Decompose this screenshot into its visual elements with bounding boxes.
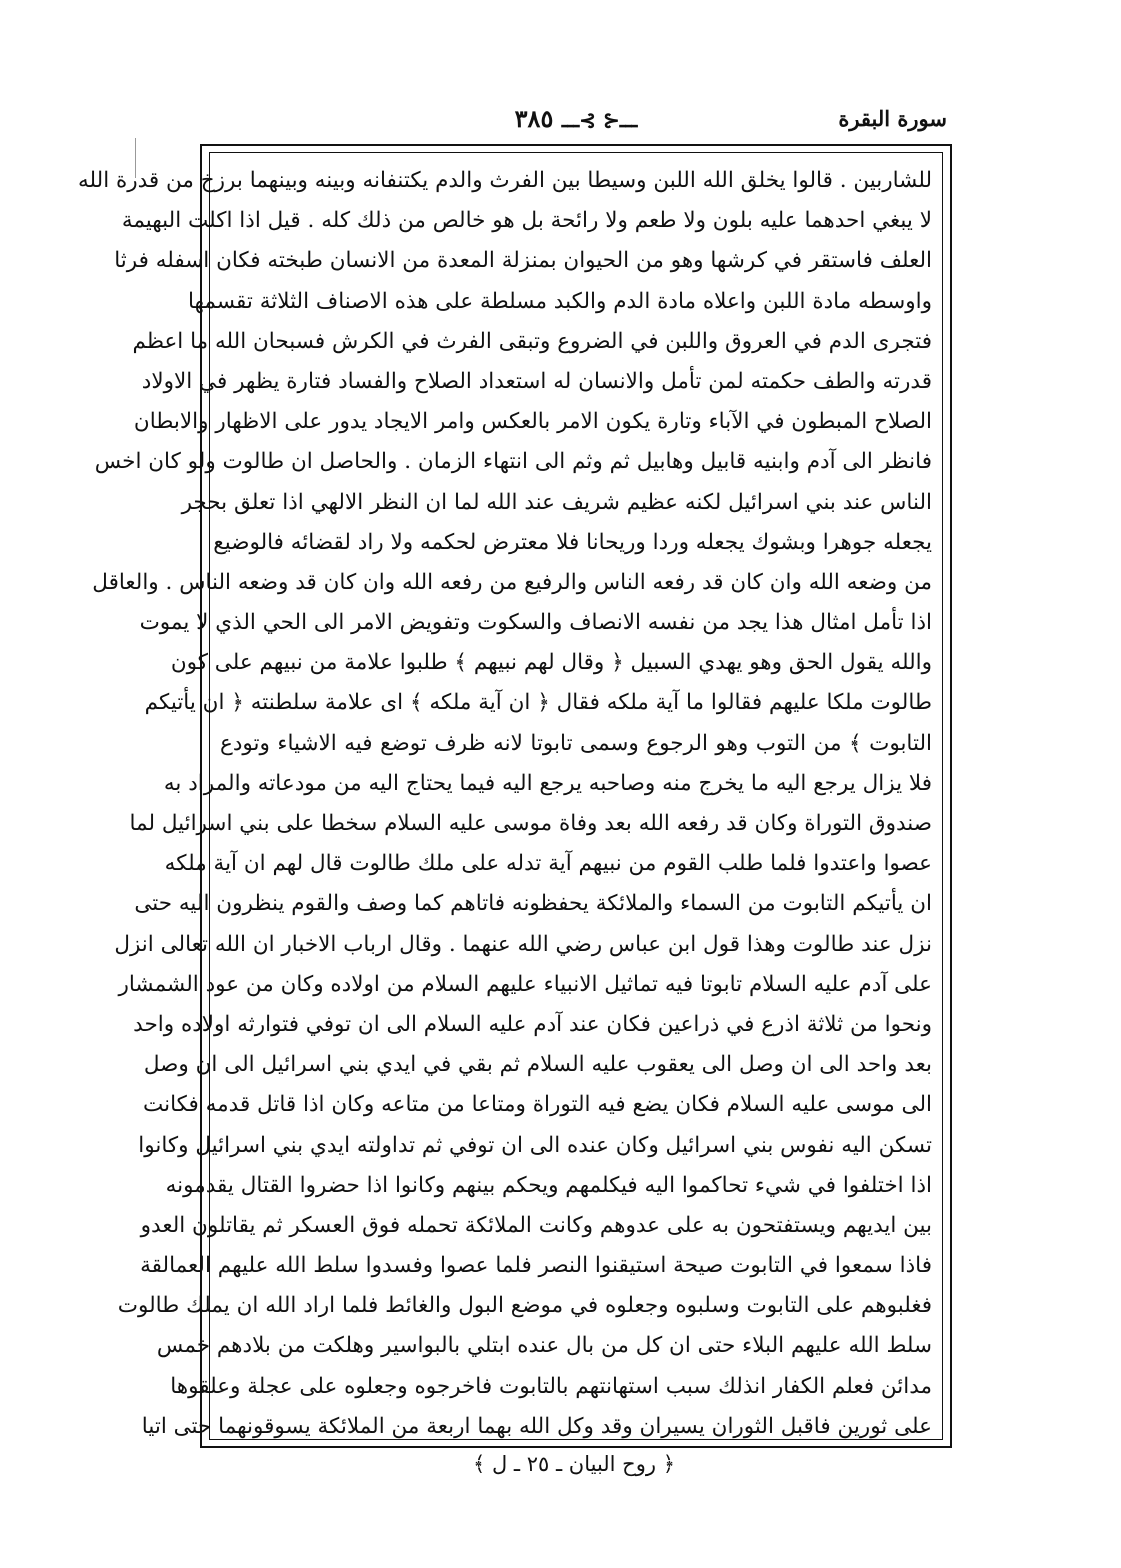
text-line: فغلبوهم على التابوت وسلبوه وجعلوه في موضع البول والغائط فلما اراد الله ان يملك طالوت: [117, 1293, 932, 1319]
text-line: فتجرى الدم في العروق واللبن في الضروع وتبقى الفرث في الكرش فسبحان الله ما اعظم: [132, 328, 932, 354]
text-line: بعد واحد الى ان وصل الى يعقوب عليه السلام ثم بقي في ايدي بني اسرائيل الى ان وصل: [143, 1052, 932, 1078]
surah-name: سورة البقرة: [838, 106, 947, 131]
text-line: والله يقول الحق وهو يهدي السبيل ﴿ وقال لهم نبيهم ﴾ طلبوا علامة من نبيهم على كون: [170, 650, 932, 676]
text-line: العلف فاستقر في كرشها وهو من الحيوان بمنزلة المعدة من الانسان طبخته فكان اسفله فرثا: [114, 248, 932, 274]
text-frame: [78, 144, 952, 1448]
page-number-text: ٣٨٥: [514, 104, 554, 133]
header-ornament: ـــ⊰ ⊱ـــ: [561, 108, 638, 132]
text-line: الصلاح المبطون في الآباء وتارة يكون الامر بالعكس وامر الايجاد يدور على الاظهار والابطان: [133, 409, 932, 435]
text-line: صندوق التوراة وكان قد رفعه الله بعد وفاة موسى عليه السلام سخطا على بني اسرائيل لما: [129, 811, 932, 836]
text-line: اذا اختلفوا في شيء تحاكموا اليه فيكلمهم ويحكم بينهم وكانوا اذا حضروا القتال يقدمونه: [165, 1172, 932, 1198]
text-line: مدائن فعلم الكفار انذلك سبب استهانتهم بالتابوت فاخرجوه وجعلوه على عجلة وعلقوها: [170, 1373, 932, 1399]
text-line: على ثورين فاقبل الثوران يسيران وقد وكل الله بهما اربعة من الملائكة يسوقونهما حتى اتيا: [141, 1413, 932, 1439]
text-line: الى موسى عليه السلام فكان يضع فيه التوراة ومتاعا من متاعه وكان اذا قاتل قدمه فكانت: [142, 1092, 932, 1118]
text-line: يجعله جوهرا وبشوك يجعله وردا وريحانا فلا معترض لحكمه ولا راد لقضائه فالوضيع: [213, 529, 932, 555]
text-line: التابوت ﴾ من التوب وهو الرجوع وسمى تابوتا لانه ظرف توضع فيه الاشياء وتودع: [220, 730, 932, 756]
text-line: فانظر الى آدم وابنيه قابيل وهابيل ثم وثم الى انتهاء الزمان . والحاصل ان طالوت ولو كان اخس: [94, 449, 932, 475]
text-line: على آدم عليه السلام تابوتا فيه تماثيل الانبياء عليهم السلام من اولاده وكان من عود الشمشار: [118, 971, 932, 997]
footer-signature: ﴿ روح البيان ـ ٢٥ ـ ل ﴾: [472, 1452, 676, 1476]
page-header: [205, 102, 947, 146]
text-line: نزل عند طالوت وهذا قول ابن عباس رضي الله عنهما . وقال ارباب الاخبار ان الله تعالى انزل: [114, 931, 932, 957]
page-number: [205, 104, 947, 133]
text-line: بين ايديهم ويستفتحون به على عدوهم وكانت الملائكة تحمله فوق العسكر ثم يقاتلون العدو: [140, 1212, 932, 1238]
text-line: واوسطه مادة اللبن واعلاه مادة الدم والكبد مسلطة على هذه الاصناف الثلاثة تقسمها: [187, 288, 932, 314]
text-line: للشاربين . قالوا يخلق الله اللبن وسيطا بين الفرث والدم يكتنفانه وبينه وبينهما برزخ من قدرة الله: [78, 168, 932, 193]
text-line: ونحوا من ثلاثة اذرع في ذراعين فكان عند آدم عليه السلام الى ان توفي فتوارثه اولاده واحد: [133, 1011, 932, 1037]
text-line: تسكن اليه نفوس بني اسرائيل وكان عنده الى ان توفي ثم تداولته ايدي بني اسرائيل وكانوا: [138, 1132, 932, 1158]
text-frame-inner: [78, 152, 943, 1440]
text-line: من وضعه الله وان كان قد رفعه الناس والرفيع من رفعه الله وان كان قد وضعه الناس . والعاقل: [92, 569, 932, 595]
text-line: فاذا سمعوا في التابوت صيحة استيقنوا النصر فلما عصوا وفسدوا سلط الله عليهم العمالقة: [140, 1253, 932, 1279]
text-line: طالوت ملكا عليهم فقالوا ما آية ملكه فقال ﴿ ان آية ملكه ﴾ اى علامة سلطنته ﴿ ان يأتيكم: [144, 690, 932, 716]
text-line: اذا تأمل امثال هذا يجد من نفسه الانصاف والسكوت وتفويض الامر الى الحي الذي لا يموت: [139, 610, 932, 636]
text-line: لا يبغي احدهما عليه بلون ولا طعم ولا رائحة بل هو خالص من ذلك كله . قيل اذا اكلت البهيمة: [121, 208, 932, 234]
text-body: [78, 161, 932, 1447]
text-line: الناس عند بني اسرائيل لكنه عظيم شريف عند الله لما ان النظر الالهي اذا تعلق بحجر: [181, 489, 932, 515]
text-line: سلط الله عليهم البلاء حتى ان كل من بال عنده ابتلي بالبواسير وهلكت من بلادهم خمس: [156, 1333, 932, 1359]
text-line: عصوا واعتدوا فلما طلب القوم من نبيهم آية تدله على ملك طالوت قال لهم ان آية ملكه: [164, 851, 932, 877]
text-line: ان يأتيكم التابوت من السماء والملائكة يحفظونه فاتاهم كما وصف والقوم ينظرون اليه حتى: [134, 891, 932, 917]
text-line: قدرته والطف حكمته لمن تأمل والانسان له استعداد الصلاح والفساد فتارة يظهر في الاولاد: [141, 368, 932, 394]
text-line: فلا يزال يرجع اليه ما يخرج منه وصاحبه يرجع اليه فيما يحتاج اليه من مودعاته والمراد به: [163, 770, 932, 796]
